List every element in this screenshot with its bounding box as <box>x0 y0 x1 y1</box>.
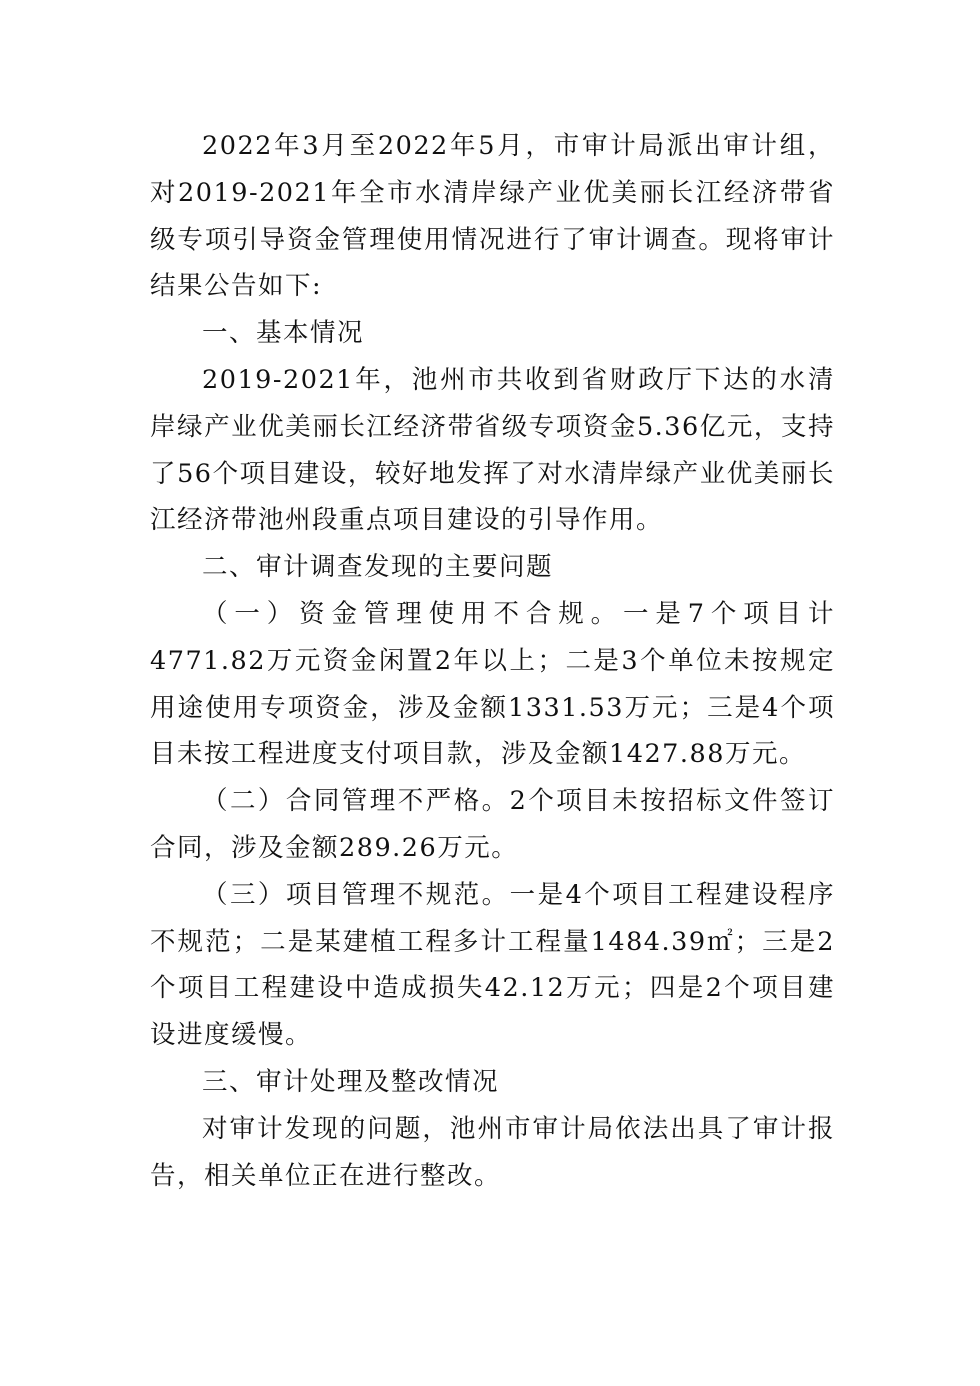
issue-1-paragraph: （一）资金管理使用不合规。一是7个项目计4771.82万元资金闲置2年以上；二是3个单位未按规定用途使用专项资金，涉及金额1331.53万元；三是4个项目未按工程进度支付项目款，涉及金额1427.88万元。 <box>150 598 835 770</box>
intro-paragraph: 2022年3月至2022年5月，市审计局派出审计组，对2019-2021年全市水清岸绿产业优美丽长江经济带省级专项引导资金管理使用情况进行了审计调查。现将审计结果公告如下: <box>150 131 835 302</box>
section-3-paragraph: 对审计发现的问题，池州市审计局依法出具了审计报告，相关单位正在进行整改。 <box>150 1113 835 1191</box>
issue-2-paragraph: （二）合同管理不严格。2个项目未按招标文件签订合同，涉及金额289.26万元。 <box>150 786 835 863</box>
issue-3-paragraph: （三）项目管理不规范。一是4个项目工程建设程序不规范；二是某建植工程多计工程量1484.39㎡；三是2个项目工程建设中造成损失42.12万元；四是2个项目建设进度缓慢。 <box>150 879 835 1051</box>
document-body <box>150 123 835 1199</box>
section-1-heading: 一、基本情况 <box>202 318 365 349</box>
section-1-paragraph: 2019-2021年，池州市共收到省财政厅下达的水清岸绿产业优美丽长江经济带省级专项资金5.36亿元，支持了56个项目建设，较好地发挥了对水清岸绿产业优美丽长江经济带池州段重点项目建设的引导作用。 <box>150 364 835 536</box>
section-3-heading: 三、审计处理及整改情况 <box>202 1066 500 1097</box>
section-2-heading: 二、审计调查发现的主要问题 <box>202 552 554 583</box>
